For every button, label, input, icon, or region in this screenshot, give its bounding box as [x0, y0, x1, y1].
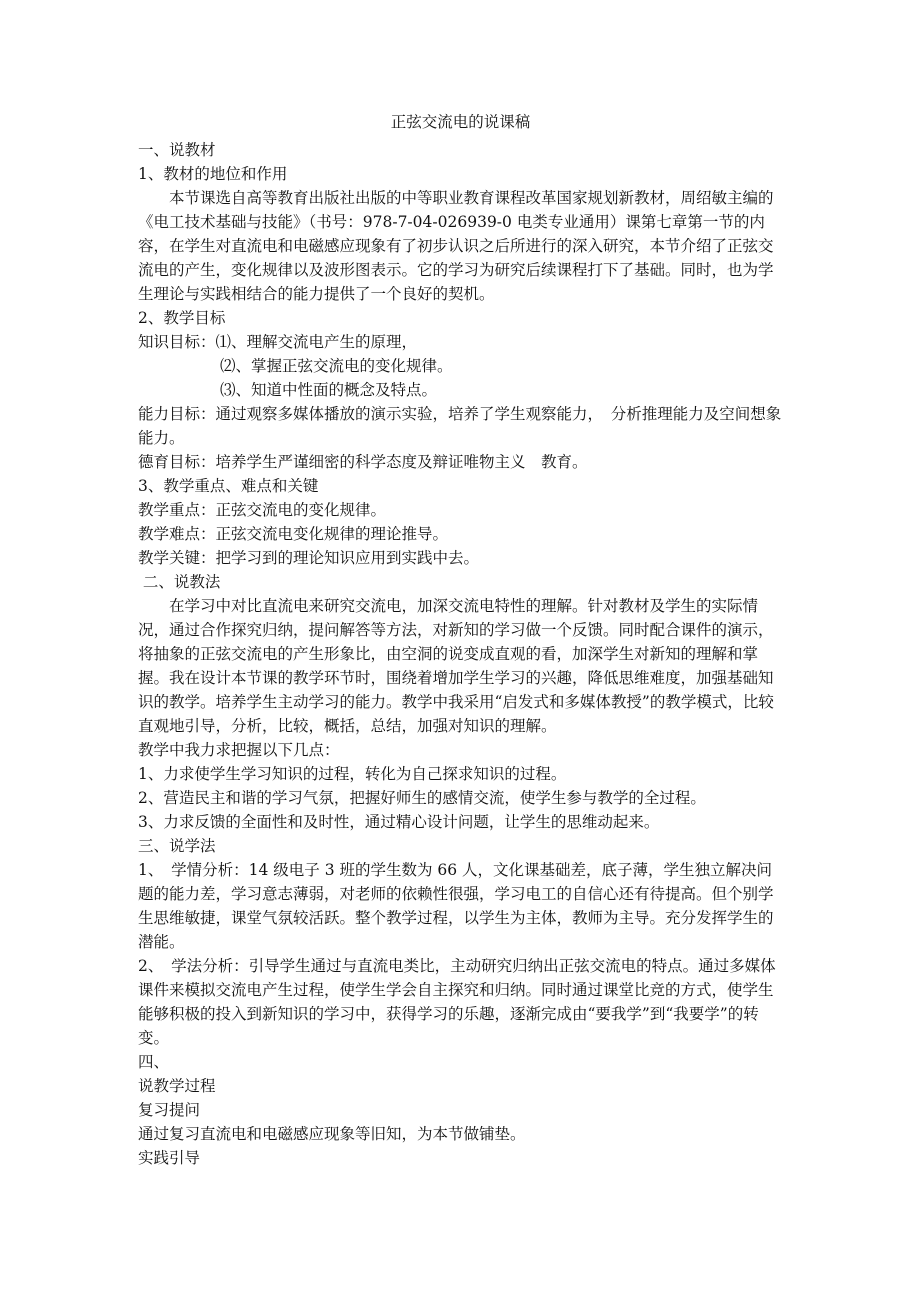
teaching-focus: 教学重点：正弦交流电的变化规律。	[138, 501, 387, 519]
paragraph-teaching-method: 在学习中对比直流电来研究交流电，加深交流电特性的理解。针对教材及学生的实际情况，通过合作探究归纳，提问解答等方法，对新知的学习做一个反馈。同时配合课件的演示，将抽象的正弦交流电的产生形象比，由空洞的说变成直观的看，加深学生对新知的理解和掌握。我在设计本节课的教学环节时，围绕着增加学生学习的兴趣，降低思维难度，加强基础知识的教学。培养学生主动学习的能力。教学中我采用“启发式和多媒体教授”的教学模式，比较直观地引导，分析，比较，概括，总结，加强对知识的理解。	[138, 597, 774, 735]
section-heading-3: 三、说学法	[138, 837, 216, 855]
review-heading: 复习提问	[138, 1101, 201, 1119]
subsection-heading-1-2: 2、教学目标	[138, 309, 226, 327]
paragraph-textbook-role: 本节课选自高等教育出版社出版的中等职业教育课程改革国家规划新教材，周绍敏主编的《电工技术基础与技能》（书号：978-7-04-026939-0 电类专业通用）课第七章第一节的内容，在学生对直流电和电磁感应现象有了初步认识之后所进行的深入研究，本节介绍了正弦交流电的产生，变化规律以及波形图表示。它的学习为研究后续课程打下了基础。同时，也为学生理论与实践相结合的能力提供了一个良好的契机。	[138, 189, 774, 303]
point-3: 3、力求反馈的全面性和及时性，通过精心设计问题，让学生的思维动起来。	[138, 813, 660, 831]
moral-goal: 德育目标：培养学生严谨细密的科学态度及辩证唯物主义 教育。	[138, 453, 588, 471]
section-heading-1: 一、说教材	[138, 141, 216, 159]
page-title: 正弦交流电的说课稿	[390, 113, 531, 131]
section-heading-4: 四、	[138, 1053, 170, 1071]
point-2: 2、营造民主和谐的学习气氛，把握好师生的感情交流，使学生参与教学的全过程。	[138, 789, 706, 807]
section-heading-2: 二、说教法	[138, 573, 221, 591]
student-analysis: 1、 学情分析：14 级电子 3 班的学生数为 66 人，文化课基础差，底子薄，学生独立解决问题的能力差，学习意志薄弱，对老师的依赖性很强，学习电工的自信心还有待提高。但个别学生思维敏捷，课堂气氛较活跃。整个教学过程，以学生为主体，教师为主导。充分发挥学生的潜能。	[138, 861, 774, 951]
subsection-heading-1-3: 3、教学重点、难点和关键	[138, 477, 319, 495]
point-1: 1、力求使学生学习知识的过程，转化为自己探求知识的过程。	[138, 765, 567, 783]
knowledge-goal-2: ⑵、掌握正弦交流电的变化规律。	[220, 357, 453, 375]
learning-method-analysis: 2、 学法分析：引导学生通过与直流电类比，主动研究归纳出正弦交流电的特点。通过多媒体课件来模拟交流电产生过程，使学生学会自主探究和归纳。同时通过课堂比竞的方式，使学生能够积极的投入到新知识的学习中，获得学习的乐趣，逐渐完成由“要我学”到“我要学”的转变。	[138, 957, 776, 1047]
teaching-difficulty: 教学难点：正弦交流电变化规律的理论推导。	[138, 525, 449, 543]
practice-heading: 实践引导	[138, 1149, 201, 1167]
ability-goal: 能力目标：通过观察多媒体播放的演示实验，培养了学生观察能力， 分析推理能力及空间想象能力。	[138, 405, 782, 447]
points-intro: 教学中我力求把握以下几点：	[138, 741, 340, 759]
review-text: 通过复习直流电和电磁感应现象等旧知，为本节做铺垫。	[138, 1125, 526, 1143]
teaching-key: 教学关键：把学习到的理论知识应用到实践中去。	[138, 549, 480, 567]
knowledge-goal-1: 知识目标：⑴、理解交流电产生的原理，	[138, 333, 418, 351]
document-body	[138, 110, 783, 1170]
knowledge-goal-3: ⑶、知道中性面的概念及特点。	[220, 381, 438, 399]
section-4-title: 说教学过程	[138, 1077, 216, 1095]
subsection-heading-1-1: 1、教材的地位和作用	[138, 165, 288, 183]
